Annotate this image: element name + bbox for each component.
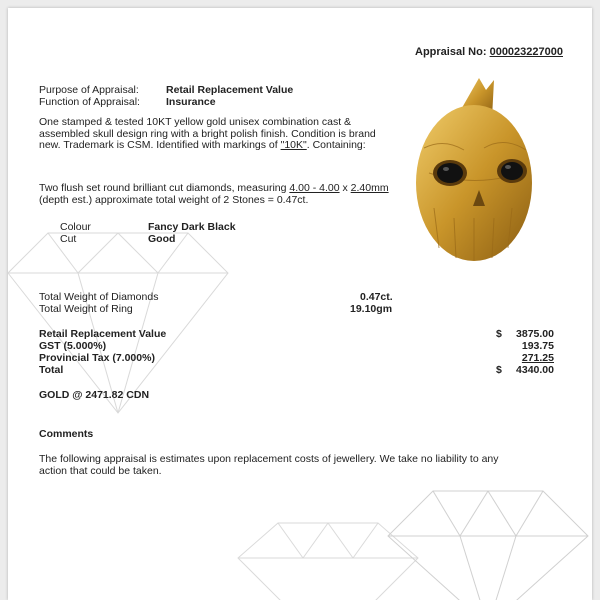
stones-text-end: (depth est.) approximate total weight of 2 Stones = 0.47ct.: [39, 193, 309, 206]
retail-value: 3875.00: [516, 328, 554, 340]
diamond-watermark-icon: [378, 486, 592, 600]
pst-value-cell: [494, 352, 554, 364]
comments-body: The following appraisal is estimates upon replacement costs of jewellery. We take no liability to any action that could be taken.: [39, 453, 499, 477]
diamond-watermark-icon: [228, 518, 428, 600]
appraisal-number-value: 000023227000: [489, 46, 563, 58]
gst-label: GST (5.000%): [39, 340, 107, 352]
gold-skull-ring-photo-icon: [404, 78, 544, 278]
stones-paragraph: [39, 183, 394, 206]
appraisal-document: [8, 8, 592, 600]
function-label: Function of Appraisal:: [39, 96, 140, 108]
colour-label: Colour: [60, 221, 91, 233]
description-text: One stamped & tested 10KT yellow gold unisex combination cast & assembled skull design ring with a bright polish finish. Condition is brand new. Trademark is CSM. Identified with markings of: [39, 116, 376, 151]
retail-value-label: Retail Replacement Value: [39, 328, 167, 340]
measurement-2: 2.40mm: [350, 182, 389, 194]
comments-heading: Comments: [39, 428, 94, 440]
currency-symbol-total: $: [496, 364, 502, 376]
diamond-weight-value: 0.47ct.: [360, 291, 393, 303]
measurement-1: 4.00 - 4.00: [289, 182, 340, 194]
purpose-value: Retail Replacement Value: [166, 84, 294, 96]
appraisal-number: [415, 46, 563, 58]
appraisal-number-label: Appraisal No:: [415, 46, 487, 58]
total-label: Total: [39, 364, 64, 376]
gst-value: 193.75: [521, 340, 554, 352]
purpose-label: Purpose of Appraisal:: [39, 84, 139, 96]
marking-text: "10K": [280, 139, 307, 151]
pst-label: Provincial Tax (7.000%): [39, 352, 155, 364]
cut-value: Good: [148, 233, 176, 245]
description-text-end: . Containing:: [306, 139, 366, 151]
gold-price: GOLD @ 2471.82 CDN: [39, 389, 150, 401]
ring-weight-value: 19.10gm: [350, 303, 393, 315]
ring-weight-label: Total Weight of Ring: [39, 303, 133, 315]
description-paragraph: [39, 117, 394, 152]
cut-label: Cut: [60, 233, 77, 245]
diamond-weight-label: Total Weight of Diamonds: [39, 291, 159, 303]
currency-symbol: $: [496, 328, 502, 340]
stones-text: Two flush set round brilliant cut diamonds, measuring: [39, 182, 290, 194]
total-value: 4340.00: [516, 364, 554, 376]
stones-text-x: x: [339, 182, 351, 194]
colour-value: Fancy Dark Black: [148, 221, 236, 233]
pst-value: 271.25: [521, 352, 554, 364]
function-value: Insurance: [166, 96, 216, 108]
